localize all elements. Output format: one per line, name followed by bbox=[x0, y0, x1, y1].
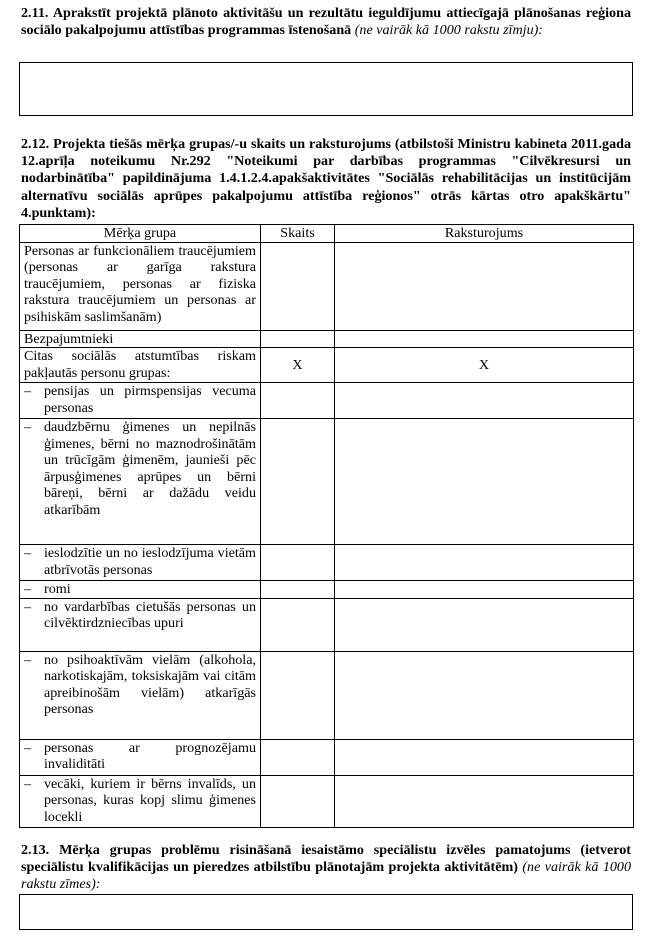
target-group-label: no vardarbības cietušās personas un cilvēktirdzniecības upuri bbox=[44, 598, 256, 631]
header-target-group: Mērķa grupa bbox=[20, 225, 261, 243]
count-cell[interactable] bbox=[261, 545, 335, 581]
description-cell[interactable] bbox=[335, 581, 634, 599]
list-dash: – bbox=[24, 775, 32, 792]
target-group-label: ieslodzītie un no ieslodzījuma vietām atbrīvotās personas bbox=[44, 545, 256, 578]
table-header-row bbox=[20, 225, 634, 243]
target-group-label: romi bbox=[44, 581, 71, 597]
count-cell[interactable]: X bbox=[261, 348, 335, 383]
target-group-label: personas ar prognozējamu invaliditāti bbox=[44, 739, 256, 772]
description-cell[interactable] bbox=[335, 383, 634, 419]
target-group-label: no psihoaktīvām vielām (alkohola, narkotiskajām, toksiskajām vai citām apreibinošām vielām) atkarīgās personas bbox=[44, 651, 256, 717]
description-cell[interactable] bbox=[335, 419, 634, 545]
target-group-cell bbox=[20, 739, 261, 775]
table-row bbox=[20, 383, 634, 419]
target-group-cell bbox=[20, 598, 261, 651]
list-dash: – bbox=[24, 651, 32, 668]
target-group-cell: Citas sociālās atstumtības riskam pakļautās personu grupas: bbox=[20, 348, 261, 383]
count-cell[interactable] bbox=[261, 581, 335, 599]
count-cell[interactable] bbox=[261, 739, 335, 775]
count-cell[interactable] bbox=[261, 383, 335, 419]
description-cell[interactable] bbox=[335, 330, 634, 348]
section-2-12-text: Projekta tiešās mērķa grupas/-u skaits un raksturojums (atbilstoši Ministru kabineta 2011.gada 12.aprīļa noteikumu Nr.292 "Noteikumi par darbības programmas "Cilvēkresursi un nodarbinātība" papildinājuma 1.4.1.2.4.apakšaktivitātes "Sociālās rehabilitācijas un institūcijām alternatīvu sociālās aprūpes pakalpojumu attīstība reģionos" otrās kārtas otro apakškārtu" 4.punktam): bbox=[21, 136, 631, 221]
list-dash: – bbox=[24, 419, 32, 435]
section-2-11-text: Aprakstīt projektā plānoto aktivitāšu un rezultātu ieguldījumu attiecīgajā plānošanas reģiona sociālo pakalpojumu attīstības programmas īstenošanā bbox=[21, 5, 631, 39]
target-group-cell bbox=[20, 419, 261, 545]
table-row bbox=[20, 775, 634, 827]
target-group-label: daudzbērnu ģimenes un nepilnās ģimenes, bērni no maznodrošinātām un trūcīgām ģimenēm, jaunieši pēc ārpusģimenes aprūpes un bērni bāreņi, bērni ar dažādu veidu atkarībām bbox=[44, 419, 256, 518]
count-cell[interactable] bbox=[261, 598, 335, 651]
section-2-13-note: (ne vairāk kā 1000 rakstu zīmes): bbox=[21, 859, 632, 893]
target-group-label: pensijas un pirmspensijas vecuma personas bbox=[44, 383, 256, 416]
count-cell[interactable] bbox=[261, 419, 335, 545]
description-cell[interactable] bbox=[335, 242, 634, 330]
table-row bbox=[20, 330, 634, 348]
description-cell[interactable] bbox=[335, 598, 634, 651]
target-group-cell: Bezpajumtnieki bbox=[20, 330, 261, 348]
description-cell[interactable] bbox=[335, 545, 634, 581]
section-2-11-note: (ne vairāk kā 1000 rakstu zīmju): bbox=[354, 22, 544, 39]
table-row bbox=[20, 242, 634, 330]
section-2-13-number: 2.13. bbox=[21, 842, 50, 858]
count-cell[interactable] bbox=[261, 330, 335, 348]
target-group-label: vecāki, kuriem ir bērns invalīds, un personas, kuras kopj slimu ģimenes locekli bbox=[44, 775, 256, 825]
list-dash: – bbox=[24, 581, 32, 597]
description-cell[interactable] bbox=[335, 739, 634, 775]
description-cell[interactable]: X bbox=[335, 348, 634, 383]
table-row bbox=[20, 348, 634, 383]
list-dash: – bbox=[24, 739, 32, 756]
header-count: Skaits bbox=[261, 225, 335, 243]
target-group-cell bbox=[20, 651, 261, 739]
count-cell[interactable] bbox=[261, 242, 335, 330]
section-2-12-number: 2.12. bbox=[21, 136, 50, 152]
list-dash: – bbox=[24, 598, 32, 615]
table-row bbox=[20, 739, 634, 775]
count-cell[interactable] bbox=[261, 775, 335, 827]
table-row bbox=[20, 598, 634, 651]
section-2-11-heading bbox=[21, 5, 631, 39]
target-group-cell bbox=[20, 581, 261, 599]
target-group-cell bbox=[20, 383, 261, 419]
table-row bbox=[20, 651, 634, 739]
section-2-11-number: 2.11. bbox=[21, 5, 49, 21]
section-2-13-text: Mērķa grupas problēmu risināšanā iesaistāmo speciālistu izvēles pamatojums (ietverot speciālistu kvalifikācijas un pieredzes atbilstību plānotajām projekta aktivitātēm) bbox=[21, 842, 631, 876]
description-cell[interactable] bbox=[335, 775, 634, 827]
count-cell[interactable] bbox=[261, 651, 335, 739]
header-description: Raksturojums bbox=[335, 225, 634, 243]
section-2-11-answer-box[interactable] bbox=[19, 62, 633, 116]
list-dash: – bbox=[24, 383, 32, 399]
list-dash: – bbox=[24, 545, 32, 561]
target-group-cell: Personas ar funkcionāliem traucējumiem (personas ar garīga rakstura traucējumiem, personas ar fiziska rakstura traucējumiem un personas ar psihiskām saslimšanām) bbox=[20, 242, 261, 330]
target-group-cell bbox=[20, 775, 261, 827]
table-row bbox=[20, 545, 634, 581]
table-row bbox=[20, 419, 634, 545]
section-2-12-heading bbox=[21, 136, 631, 222]
table-row bbox=[20, 581, 634, 599]
target-group-cell bbox=[20, 545, 261, 581]
description-cell[interactable] bbox=[335, 651, 634, 739]
target-group-table bbox=[19, 224, 634, 828]
section-2-13-heading bbox=[21, 842, 631, 894]
section-2-13-answer-box[interactable] bbox=[19, 894, 633, 930]
